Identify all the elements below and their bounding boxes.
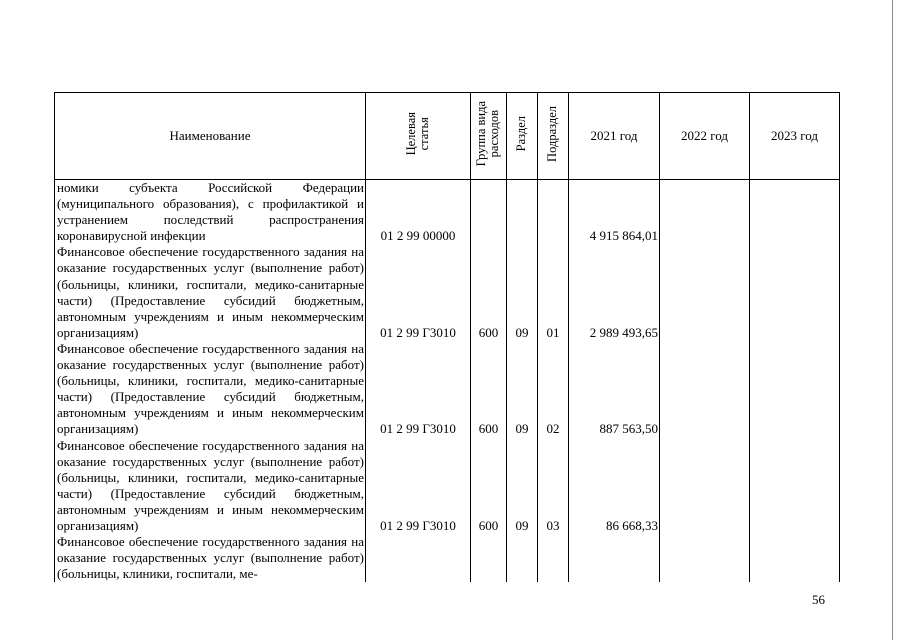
- row-name-0: номики субъекта Российской Федерации (муниципального образования), с профилактикой и устранением последствий распространения коронавирусной инфекции: [57, 180, 364, 244]
- row-code-3: 01 2 99 Г3010: [380, 518, 456, 533]
- row-2021-0: 4 915 864,01: [589, 228, 658, 243]
- year-2021-column: [569, 180, 660, 583]
- page-number: 56: [812, 592, 825, 607]
- row-code-1: 01 2 99 Г3010: [380, 325, 456, 340]
- row-subsection-2: 02: [546, 421, 560, 436]
- row-subsection-1: 01: [546, 325, 560, 340]
- year-2022-column: [660, 180, 750, 583]
- code-column: [366, 180, 471, 583]
- row-section-1: 09: [515, 325, 529, 340]
- row-group-2: 600: [478, 421, 499, 436]
- row-name-4: Финансовое обеспечение государственного задания на оказание государственных услуг (выполнение работ) (больницы, клиники, госпитали, ме-: [57, 534, 364, 582]
- row-subsection-3: 03: [546, 518, 560, 533]
- header-year-2022: 2022 год: [660, 93, 750, 180]
- year-2023-column: [750, 180, 840, 583]
- row-2021-1: 2 989 493,65: [589, 325, 658, 340]
- table-header-row: [55, 93, 840, 180]
- row-code-2: 01 2 99 Г3010: [380, 421, 456, 436]
- row-group-3: 600: [478, 518, 499, 533]
- header-subsection: Подраздел: [538, 93, 569, 180]
- row-name-2: Финансовое обеспечение государственного задания на оказание государственных услуг (выполнение работ) (больницы, клиники, госпитали, медико-санитарные части) (Предоставление субсидий бюджетным, автономным учреждениям и иным некоммерческим организациям): [57, 340, 364, 437]
- row-2021-3: 86 668,33: [606, 518, 658, 533]
- header-name: Наименование: [55, 93, 366, 180]
- section-column: [507, 180, 538, 583]
- name-column: [55, 180, 366, 583]
- row-2021-2: 887 563,50: [599, 421, 658, 436]
- row-section-3: 09: [515, 518, 529, 533]
- row-code-0: 01 2 99 00000: [380, 228, 456, 243]
- row-name-3: Финансовое обеспечение государственного задания на оказание государственных услуг (выполнение работ) (больницы, клиники, госпитали, медико-санитарные части) (Предоставление субсидий бюджетным, автономным учреждениям и иным некоммерческим организациям): [57, 437, 364, 533]
- budget-table: [54, 92, 840, 582]
- page-edge-line: [892, 0, 893, 640]
- group-column: [471, 180, 507, 583]
- header-section: Раздел: [507, 93, 538, 180]
- header-year-2023: 2023 год: [750, 93, 840, 180]
- table-body-row: [55, 180, 840, 583]
- subsection-column: [538, 180, 569, 583]
- header-target-article: Целевая статья: [366, 93, 471, 180]
- row-section-2: 09: [515, 421, 529, 436]
- header-expense-group: Группа вида расходов: [471, 93, 507, 180]
- row-group-1: 600: [478, 325, 499, 340]
- row-name-1: Финансовое обеспечение государственного задания на оказание государственных услуг (выполнение работ) (больницы, клиники, госпитали, медико-санитарные части) (Предоставление субсидий бюджетным, автономным учреждениям и иным некоммерческим организациям): [57, 244, 364, 340]
- header-year-2021: 2021 год: [569, 93, 660, 180]
